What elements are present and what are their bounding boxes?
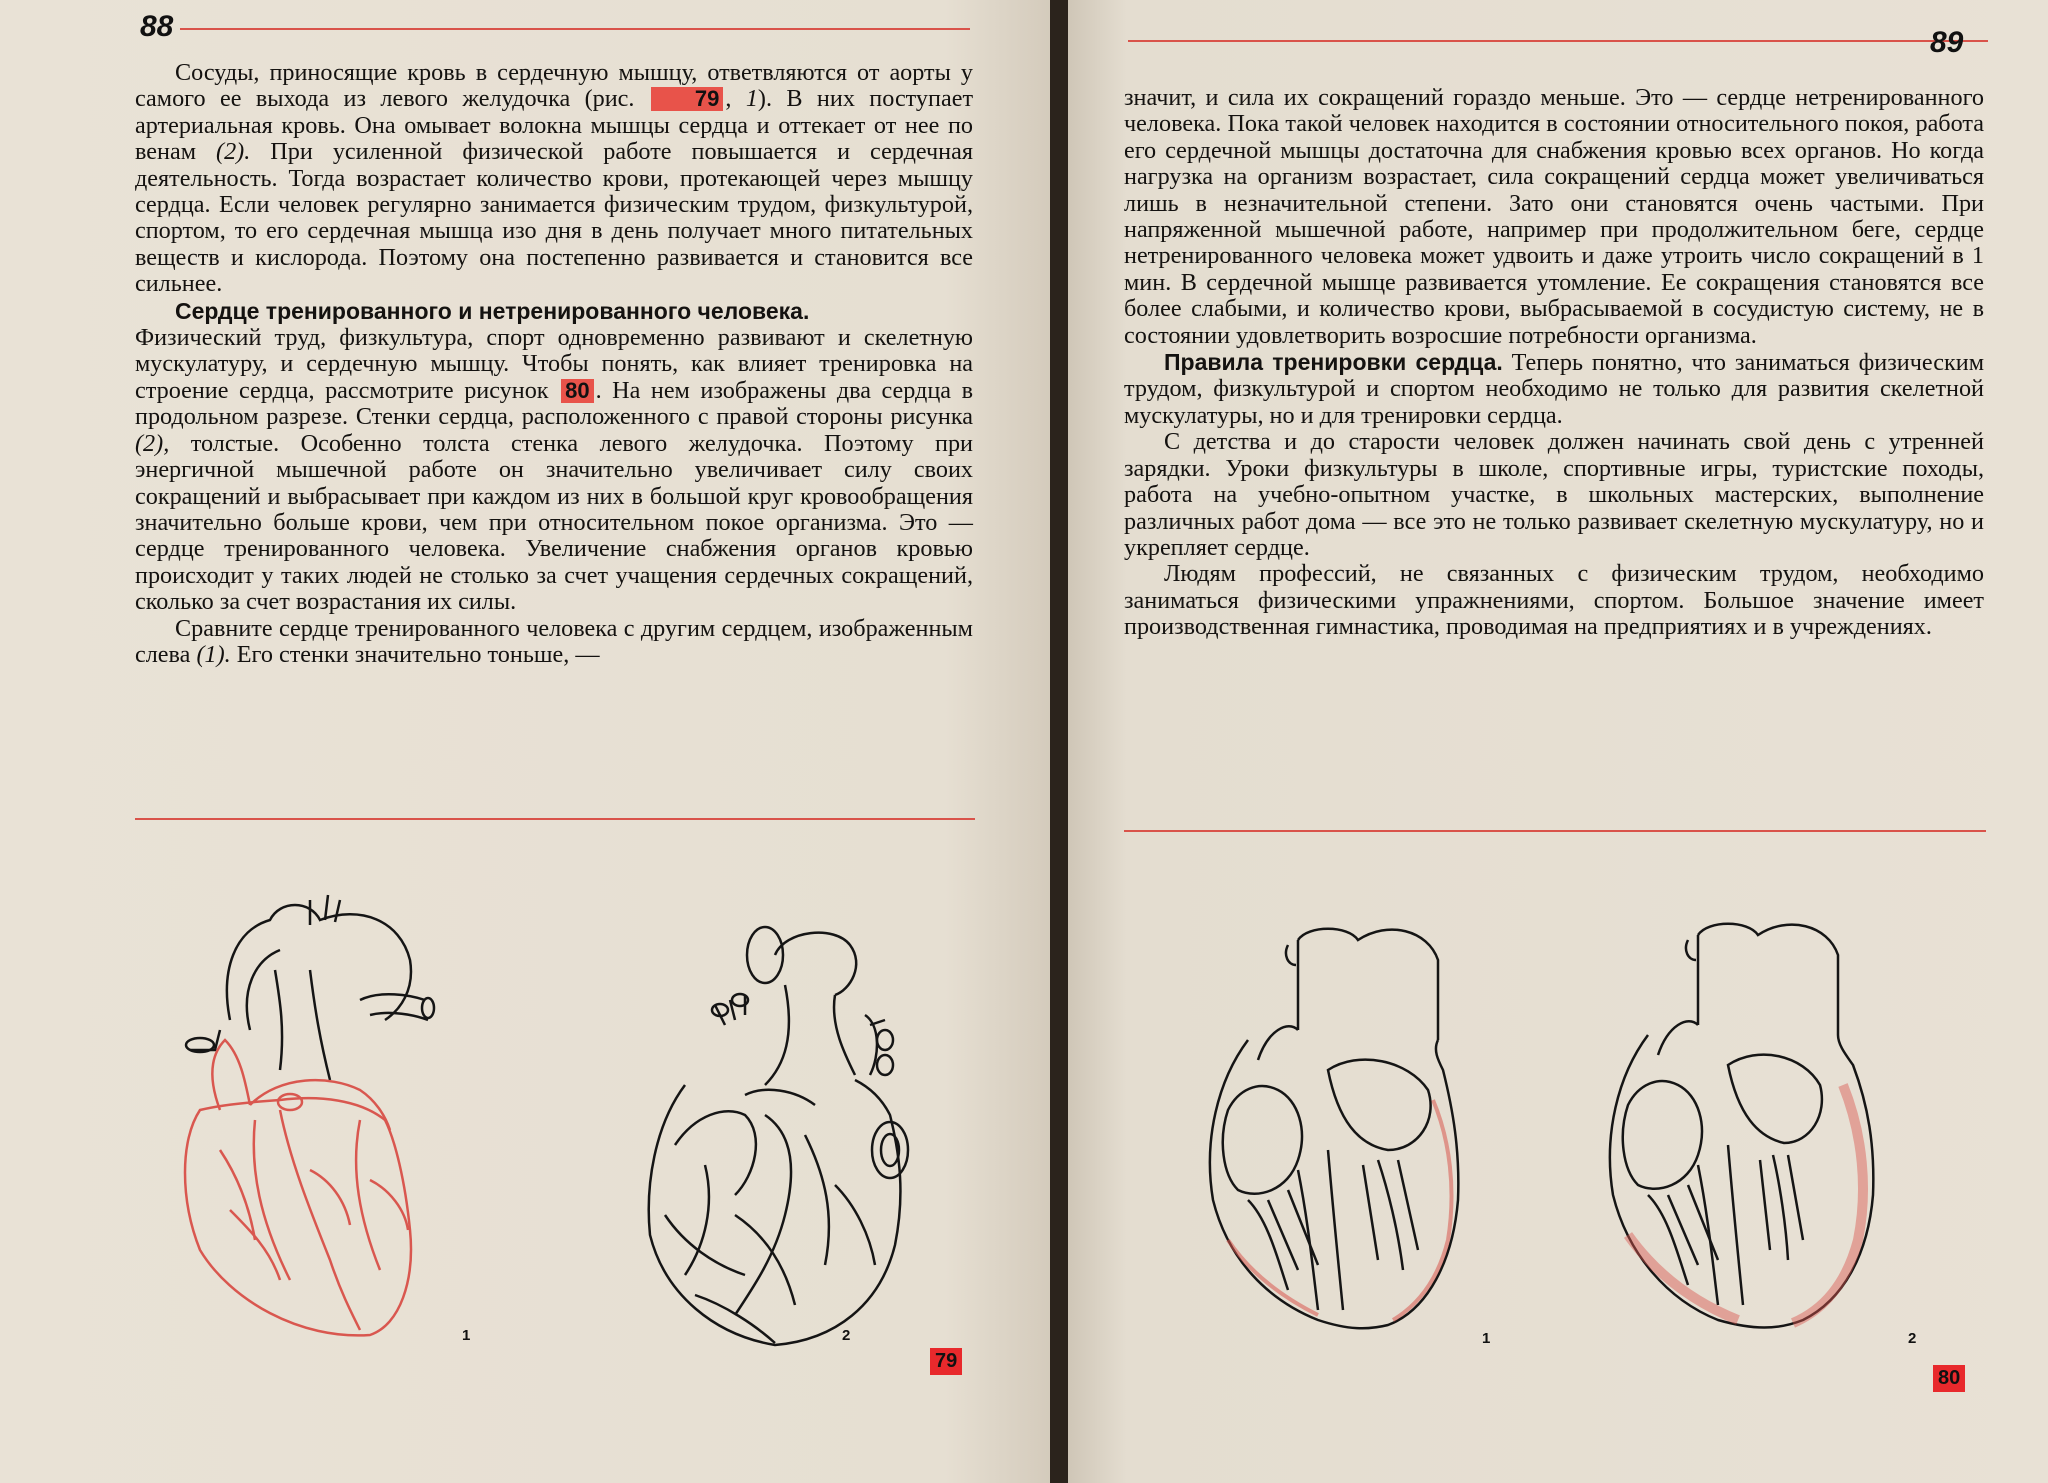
figure-label: 1 xyxy=(462,1327,471,1344)
figure-label: 2 xyxy=(1908,1330,1917,1347)
paragraph: Физический труд, физкультура, спорт одновременно развивают и скелетную мускулатуру, и сердечную мышцу. Чтобы понять, как влияет тренировка на строение сердца, рассмотрите рисунок 80 . На нем изображены два сердца в продольном разрезе. Стенки сердца, расположенного с правой стороны рисунка (2), толстые. Особенно толста стенка левого желудочка. Поэтому при энергичной мышечной работе он значительно увеличивает силу своих сокращений и выбрасывает при каждом из них в большой круг кровообращения значительно больше крови, чем при относительном покое организма. Это — сердце тренированного человека. Увеличение снабжения органов кровью происходит у таких людей не столько за счет учащения сердечных сокращений, сколько за счет возрастания их силы. xyxy=(135,324,973,616)
figure-label: 1 xyxy=(1482,1330,1491,1347)
figure-reference[interactable]: 80 xyxy=(561,379,593,403)
heart-exterior-illustration xyxy=(160,880,500,1360)
figure-top-rule xyxy=(135,818,975,820)
right-page xyxy=(1068,0,2048,1483)
figure-reference[interactable]: 79 xyxy=(651,87,723,111)
header-rule xyxy=(180,28,970,30)
figure-label: 2 xyxy=(842,1327,851,1344)
page-number: 88 xyxy=(140,10,174,43)
paragraph: значит, и сила их сокращений гораздо меньше. Это — сердце нетренированного человека. Пока такой человек находится в состоянии относительного покоя, работа его сердечной мышцы достаточна для снабжения кровью всех органов. Но когда нагрузка на организм возрастает, сила сокращений сердца может увеличиваться лишь в незначительной степени. Зато они становятся очень частыми. При напряженной мышечной работе, например при продолжительном беге, сердце нетренированного человека может удвоить и даже утроить число сокращений в 1 мин. В сердечной мышце развивается утомление. Ее сокращения становятся все более слабыми, и количество крови, выбрасываемой в сосудистую систему, не в состоянии удовлетворить возросшие потребности организма. xyxy=(1124,84,1984,349)
header-rule xyxy=(1128,40,1988,42)
body-text xyxy=(1124,85,1984,641)
paragraph: С детства и до старости человек должен начинать свой день с утренней зарядки. Уроки физкультуры в школе, спортивные игры, туристские походы, работа на учебно-опытном участке, в школьных мастерских, выполнение различных работ дома — все это не только развивает скелетную мускулатуру, но и укрепляет сердце. xyxy=(1124,428,1984,561)
untrained-heart-section-illustration xyxy=(1188,920,1528,1360)
figure-top-rule xyxy=(1124,830,1986,832)
section-heading: Правила тренировки сердца. xyxy=(1164,349,1503,376)
paragraph: Сосуды, приносящие кровь в сердечную мышцу, ответвляются от аорты у самого ее выхода из левого желудочка (рис. 79 , 1). В них поступает артериальная кровь. Она омывает волокна мышцы сердца и оттекает от нее по венам (2). При усиленной физической работе повышается и сердечная деятельность. Тогда возрастает количество крови, протекающей через мышцу сердца. Если человек регулярно занимается физическим трудом, физкультурой, спортом, то его сердечная мышца изо дня в день получает много питательных веществ и кислорода. Поэтому она постепенно развивается и становится все сильнее. xyxy=(135,59,974,298)
figure-number-tag: 79 xyxy=(930,1348,962,1375)
section-heading: Сердце тренированного и нетренированного человека. xyxy=(175,297,810,324)
book-gutter xyxy=(1050,0,1068,1483)
paragraph: Людям профессий, не связанных с физическим трудом, необходимо заниматься физическими упражнениями, спортом. Большое значение имеет производственная гимнастика, проводимая на предприятиях и в учреждениях. xyxy=(1124,560,1984,641)
page-number: 89 xyxy=(1930,26,1964,59)
body-text xyxy=(135,60,973,668)
paragraph: Правила тренировки сердца. Теперь понятно, что заниматься физическим трудом, физкультурой и спортом необходимо не только для развития скелетной мускулатуры, но и для тренировки сердца. xyxy=(1124,349,1984,429)
trained-heart-section-illustration xyxy=(1588,915,1928,1360)
figure-number-tag: 80 xyxy=(1933,1365,1965,1392)
paragraph: Сравните сердце тренированного человека с другим сердцем, изображенным слева (1). Его стенки значительно тоньше, — xyxy=(135,614,973,668)
heart-veins-illustration xyxy=(635,915,945,1355)
